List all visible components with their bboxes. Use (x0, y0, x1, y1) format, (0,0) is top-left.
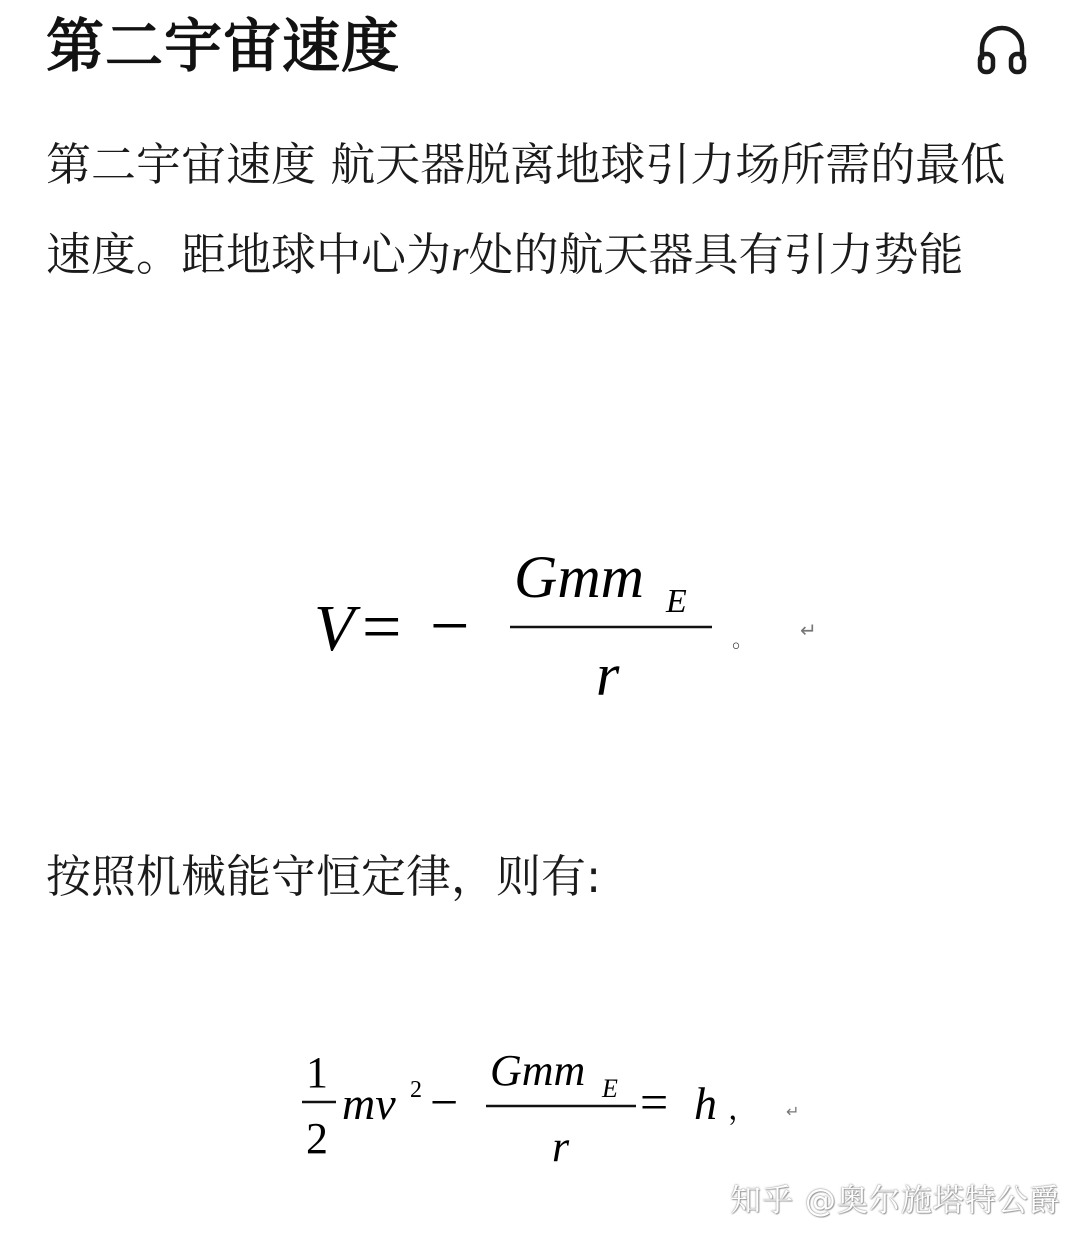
formula1-numerator: Gmm (514, 544, 644, 610)
energy-conservation-formula (290, 1035, 830, 1185)
headphones-icon (972, 18, 1032, 78)
formula2-return-mark: ↵ (786, 1102, 800, 1121)
listen-button[interactable] (970, 16, 1034, 80)
formula1-equals: = (362, 589, 402, 666)
formula1-end-mark: 。 (732, 628, 755, 653)
formula1-denominator: r (596, 642, 620, 708)
formula2-half-numerator: 1 (306, 1048, 328, 1097)
formula2-h: h (694, 1078, 717, 1129)
formula2-superscript: 2 (410, 1077, 422, 1103)
zhihu-watermark: 知乎 @奥尔施塔特公爵 (730, 1183, 1061, 1219)
formula2-numerator-sub: E (602, 1074, 618, 1103)
article-title: 第二宇宙速度 (46, 12, 401, 80)
formula1-minus: − (430, 588, 470, 665)
formula2-denominator: r (552, 1122, 570, 1171)
conservation-paragraph: 按照机械能守恒定律，则有: (46, 850, 602, 903)
intro-text-b: 处的航天器具有引力势能 (468, 228, 964, 281)
formula1-lhs: V (314, 592, 355, 665)
formula2-half-denominator: 2 (306, 1114, 328, 1163)
intro-paragraph (46, 120, 1046, 300)
formula2-comma: ， (728, 1092, 758, 1127)
formula1-return-mark: ↵ (800, 618, 817, 642)
formula2-mv: mv (342, 1078, 396, 1129)
formula1-numerator-sub: E (666, 583, 687, 620)
radius-variable: r (451, 230, 469, 280)
formula2-numerator: Gmm (490, 1046, 586, 1095)
potential-energy-formula (300, 535, 860, 725)
formula2-equals: = (640, 1074, 669, 1130)
intro-text-a: 第二宇宙速度 航天器脱离地球引力场所需的最低速度。距地球中心为 (46, 138, 1006, 281)
formula2-minus: − (430, 1074, 459, 1130)
